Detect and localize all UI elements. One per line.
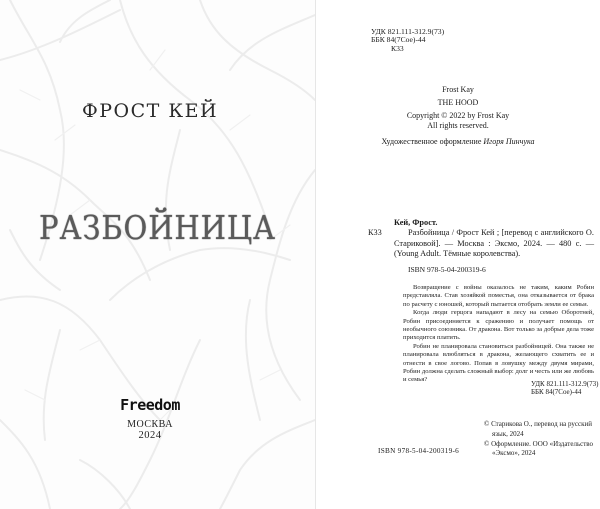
- design-copyright-cont: «Эксмо», 2024: [492, 449, 536, 458]
- design-label: Художественное оформление: [381, 137, 482, 146]
- author-name: ФРОСТ КЕЙ: [81, 100, 219, 122]
- bbk-code: ББК 84(7Сое)-44: [371, 35, 426, 45]
- classification-codes-bottom: [531, 380, 598, 397]
- udk-code-bottom: УДК 821.111-312.9(73): [531, 380, 599, 388]
- publication-year: 2024: [138, 430, 162, 441]
- design-artist: Игоря Пинчука: [483, 137, 535, 146]
- record-entry: Разбойница / Фрост Кей ; [перевод с английского О. Стариковой]. — Москва : Эксмо, 2024. — 480 с. — (Young Adult. Тёмные королевства).: [394, 228, 594, 259]
- classification-codes: [371, 28, 444, 53]
- isbn-bottom: ISBN 978-5-04-200319-6: [378, 447, 460, 455]
- original-title: THE HOOD: [437, 98, 479, 107]
- original-credits: [316, 85, 600, 147]
- bbk-code-bottom: ББК 84(7Сое)-44: [531, 388, 582, 397]
- record-heading: Кей, Фрост.: [394, 218, 438, 227]
- design-copyright: © Оформление. ООО «Издательство: [484, 439, 594, 448]
- annotation-paragraph: Возвращение с войны оказалось не таким, каким Робин представляла. Став хозяйкой поместья, она отказывается от брака по расчету с юношей, который пытается отобрать земли ее семьи.: [403, 284, 594, 308]
- copyright-line: Copyright © 2022 by Frost Kay: [406, 111, 510, 120]
- record-author-mark: К33: [368, 228, 382, 238]
- book-annotation: [403, 284, 594, 385]
- annotation-paragraph: Когда люди герцога нападают в лесу на семью Оборотней, Робин присоединяется к сражению и получает помощь от необычного союзника. От дракона. Вот только за добрые дела тоже приходится платить.: [403, 309, 594, 342]
- author-mark: К33: [391, 43, 404, 53]
- copyright-page: [316, 0, 600, 509]
- design-credit: [316, 137, 600, 147]
- record-isbn: ISBN 978-5-04-200319-6: [408, 264, 486, 274]
- publisher-logo: Freedom: [120, 396, 180, 414]
- publication-city: МОСКВА: [127, 419, 173, 430]
- book-title: РАЗБОЙНИЦА: [39, 208, 276, 247]
- rights-line: All rights reserved.: [427, 121, 489, 130]
- bibliographic-record: [368, 218, 594, 275]
- translation-copyright: © Старикова О., перевод на русский: [484, 420, 593, 428]
- original-author: Frost Kay: [442, 85, 474, 94]
- copyright-notices: [484, 420, 600, 459]
- annotation-paragraph: Робин не планировала становиться разбойницей. Она также не планировала влюбляться в дракона, желающего схватить ее и отнести в свое логово. Попав в ловушку между двумя мирами, Робин должна сделать сложный выбор: долг и честь или же любовь и семья?: [403, 342, 594, 384]
- udk-code: УДК 821.111-312.9(73): [371, 27, 445, 36]
- translation-copyright-cont: язык, 2024: [492, 429, 524, 438]
